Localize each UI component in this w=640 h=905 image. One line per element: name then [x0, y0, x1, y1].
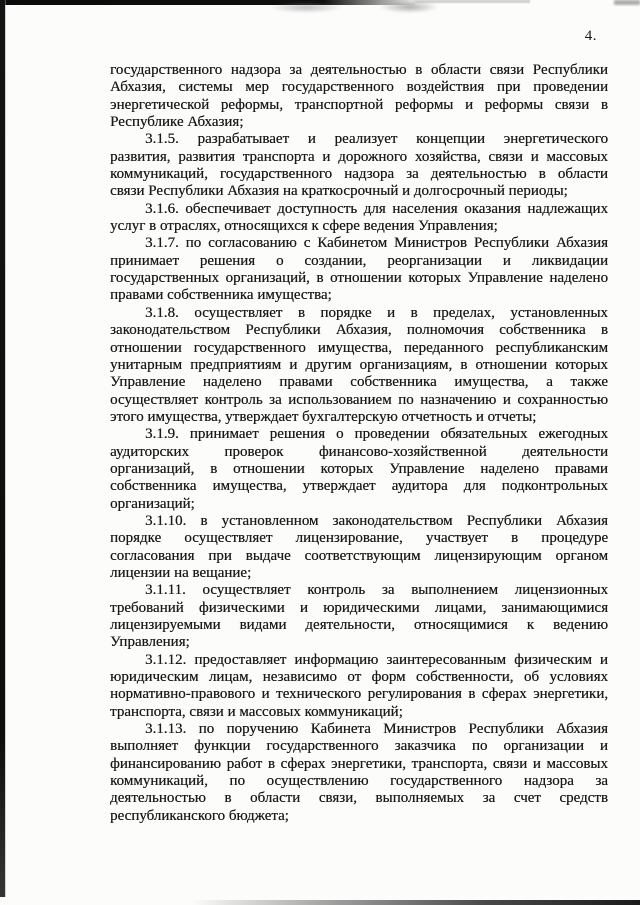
word: и [502, 391, 511, 408]
word: в [316, 270, 324, 287]
word: лицам, [208, 669, 253, 686]
word: а [546, 374, 553, 391]
word: физическим [514, 651, 592, 668]
word: области [557, 166, 608, 183]
word: осуществляет [184, 530, 273, 547]
word: воздействия [406, 79, 485, 96]
word: Республики [466, 512, 542, 529]
word: коммуникаций, [110, 166, 208, 183]
text-line [110, 253, 608, 270]
word: массовых [546, 148, 608, 165]
word: в [200, 512, 208, 529]
paragraph [110, 305, 608, 426]
word: надзора [523, 773, 574, 790]
word: решения [269, 426, 325, 443]
word: аудитора [391, 478, 448, 495]
text-line [110, 62, 608, 79]
paragraph [110, 513, 608, 582]
word: в [468, 686, 476, 703]
word: предоставляет [194, 651, 287, 668]
word: 3.1.13. [145, 721, 187, 738]
word: надзора [344, 166, 395, 183]
word: Республики [245, 322, 321, 339]
word: от [347, 669, 362, 686]
word: республиканским [495, 339, 608, 356]
word: форм [371, 669, 406, 686]
scan-artifact-bottom-edge [192, 900, 640, 905]
word: и [502, 252, 511, 269]
word: оказания [464, 200, 521, 217]
word: 3.1.12. [145, 651, 187, 668]
word: согласования [110, 547, 195, 564]
word: и [386, 304, 396, 321]
word: о [336, 426, 344, 443]
text-line [110, 322, 608, 339]
word: связи, [318, 790, 357, 807]
word: контроль [204, 391, 263, 408]
word: реформы [394, 96, 454, 113]
word: доступность [277, 200, 358, 217]
scan-artifact-top-edge [0, 0, 415, 5]
word: законодательством [110, 322, 231, 339]
word: с [303, 235, 311, 252]
word: ведению [552, 617, 608, 633]
word: области [430, 62, 482, 78]
word: информацию [294, 651, 379, 668]
word: назначению [420, 391, 497, 408]
word: ежегодных [538, 426, 608, 443]
word: Абхазия [555, 512, 608, 529]
paragraph [110, 426, 608, 513]
word: которых [408, 270, 461, 287]
text-line [110, 461, 608, 478]
word: лицензирование, [295, 530, 403, 547]
word: развития [178, 148, 235, 165]
text-line [110, 357, 608, 374]
text-line: услуг в отраслях, относящихся к сфере ведения Управления; [110, 218, 498, 235]
word: соответствующим [304, 547, 421, 564]
word: за [381, 582, 395, 599]
word: создании, [304, 252, 367, 269]
text-line: этого имущества, утверждает бухгалтерскую отчетность и отчеты; [110, 408, 537, 425]
word: отношении [233, 460, 305, 477]
word: по [471, 738, 488, 755]
text-line [110, 756, 608, 773]
word: по [229, 773, 245, 790]
word: государственного [193, 339, 306, 356]
word: собственника [110, 478, 197, 495]
word: 3.1.6. [145, 200, 179, 217]
word: осуществляет [194, 304, 283, 321]
word: имущества, [212, 478, 287, 495]
word: государственного [219, 166, 333, 183]
word: деятельностью [110, 790, 206, 807]
word: и [307, 131, 316, 148]
scan-smudge-left [270, 2, 342, 13]
word: Кабинета [310, 721, 371, 738]
word: ликвидации [531, 252, 608, 269]
word: и [599, 738, 608, 755]
word: подконтрольных [501, 478, 608, 495]
text-line: организаций; [110, 495, 195, 512]
paragraph [110, 652, 608, 721]
word: контроль [307, 582, 366, 599]
word: реформы [484, 96, 544, 113]
word: обязательных [440, 426, 528, 443]
word: Республики [532, 62, 608, 78]
word: Министров [383, 721, 457, 738]
word: осуществлению [266, 773, 369, 790]
word: населения [392, 200, 458, 217]
word: имущества, [454, 374, 529, 391]
word: надзора [230, 62, 281, 78]
text-line [110, 97, 608, 114]
word: по [198, 721, 215, 738]
word: другим [305, 356, 352, 373]
word: 3.1.9. [145, 426, 179, 443]
text-line [110, 530, 608, 547]
word: государственных [110, 270, 219, 287]
word: Управление [389, 460, 465, 477]
text-line [110, 166, 608, 183]
text-line [110, 686, 608, 703]
word: физическими [198, 599, 285, 616]
paragraph [110, 201, 608, 236]
scan-artifact-left-edge [0, 0, 5, 897]
word: функции [194, 738, 251, 755]
word: средств [559, 790, 608, 807]
word: собственника [350, 374, 437, 391]
word: реорганизации [387, 252, 482, 269]
page-number: 4. [584, 28, 597, 44]
word: лицами, [434, 599, 487, 616]
text-line [110, 444, 608, 461]
text-line [110, 392, 608, 409]
text-line [110, 773, 608, 790]
word: сохранностью [517, 391, 608, 408]
word: в [267, 755, 275, 772]
word: правами [279, 374, 333, 391]
word: условиях [549, 669, 608, 686]
word: государственного [266, 738, 379, 755]
word: процедуре [541, 530, 608, 547]
word: осуществляет [110, 391, 199, 408]
document-body [110, 62, 608, 825]
word: разрабатывает [197, 131, 290, 148]
word: отношении [110, 339, 182, 356]
word: государственного [110, 62, 223, 78]
word: также [570, 374, 608, 391]
word: об [523, 669, 539, 686]
text-line: республиканского бюджета; [110, 807, 289, 824]
word: нормативно-правового [110, 686, 256, 703]
word: реализует [334, 131, 398, 148]
word: транспортной [294, 96, 384, 113]
word: по [398, 391, 414, 408]
word: счет [513, 790, 541, 807]
word: аудиторских [110, 443, 189, 460]
text-line [110, 513, 608, 530]
text-line [110, 669, 608, 686]
word: работ [226, 755, 263, 772]
word: сферах [481, 686, 527, 703]
word: 3.1.7. [145, 235, 179, 252]
word: согласованию [208, 235, 297, 252]
word: при [496, 79, 521, 96]
word: обеспечивает [185, 200, 271, 217]
word: в [600, 322, 608, 339]
word: проведении [354, 426, 430, 443]
word: видами [239, 617, 287, 633]
word: хозяйства, [414, 148, 481, 165]
word: требований [110, 599, 184, 616]
word: концепции [416, 131, 485, 148]
word: в [600, 96, 608, 113]
scan-smudge-right [380, 1, 438, 13]
text-line [110, 652, 608, 669]
word: системы [178, 79, 233, 96]
word: Абхазия, [110, 79, 166, 96]
word: дорожного [338, 148, 408, 165]
word: Управление [110, 374, 186, 391]
word: собственности, [415, 669, 514, 686]
word: юридическими [323, 599, 420, 616]
word: связи [492, 755, 528, 772]
word: отношении [475, 356, 548, 373]
word: отношении [329, 270, 402, 287]
word: регулирования [367, 686, 462, 703]
word: лицензируемыми [110, 617, 221, 633]
word: финансированию [110, 755, 221, 772]
word: использованием [288, 391, 392, 408]
word: государственного [390, 773, 503, 790]
word: поручению [226, 721, 299, 738]
word: и [532, 755, 541, 772]
word: энергетического [503, 131, 608, 148]
word: деятельности, [305, 617, 395, 633]
word: выдаче [245, 547, 291, 564]
word: реформы, [220, 96, 283, 113]
word: 3.1.8. [145, 304, 179, 321]
text-line: Управления; [110, 634, 190, 651]
word: принимает [189, 426, 259, 443]
text-line [110, 721, 608, 738]
word: в [460, 356, 468, 373]
text-line [110, 426, 608, 443]
word: организаций, [110, 460, 195, 477]
text-line [110, 340, 608, 357]
word: относящимися [413, 617, 508, 633]
word: имущества, [317, 339, 392, 356]
scan-artifact-top-edge-faint [415, 0, 530, 3]
word: проверок [224, 443, 284, 460]
word: в [210, 460, 218, 477]
word: связи [488, 148, 523, 165]
word: Республики [468, 721, 544, 738]
word: в [224, 790, 232, 807]
word: за [595, 773, 608, 790]
word: переданного [403, 339, 484, 356]
word: порядке [320, 304, 372, 321]
word: осуществляет [202, 582, 291, 599]
word: к [526, 617, 535, 633]
word: законодательством [332, 512, 453, 529]
word: связи [554, 96, 590, 113]
text-line [110, 478, 608, 495]
word: заинтересованным [386, 651, 507, 668]
text-line: транспорта, связи и массовых коммуникаций; [110, 703, 403, 720]
word: в [415, 62, 423, 78]
word: энергетической [110, 96, 210, 113]
text-line [110, 149, 608, 166]
word: наделено [480, 460, 539, 477]
word: лицензионных [514, 582, 608, 599]
word: о [275, 252, 284, 269]
word: правами [554, 460, 608, 477]
word: области [250, 790, 301, 807]
word: при [208, 547, 232, 564]
word: наделено [202, 374, 262, 391]
word: энергетики, [533, 686, 608, 703]
word: и [530, 148, 539, 165]
word: 3.1.5. [145, 131, 179, 148]
word: которых [555, 356, 608, 373]
word: предприятиям [190, 356, 282, 373]
text-line [110, 79, 608, 96]
text-line [110, 600, 608, 617]
word: массовых [546, 755, 608, 772]
word: и [289, 356, 298, 373]
text-line [110, 235, 608, 252]
word: деятельности [522, 443, 608, 460]
text-line [110, 374, 608, 391]
word: организациям, [359, 356, 453, 373]
word: связи [489, 62, 525, 78]
word: собственника [499, 322, 586, 339]
word: для [363, 200, 386, 217]
word: и [599, 651, 608, 668]
word: Управление [467, 270, 543, 287]
word: 3.1.11. [145, 582, 186, 599]
word: и [322, 148, 331, 165]
word: за [269, 391, 282, 408]
word: выполняет [110, 738, 179, 755]
word: проведении [533, 79, 608, 96]
word: организаций, [225, 270, 310, 287]
paragraph [110, 235, 608, 304]
word: Абхазия [555, 235, 608, 252]
word: Республики [473, 235, 550, 252]
word: за [289, 62, 302, 78]
text-line [110, 617, 608, 634]
text-line: Республике Абхазия; [110, 114, 244, 131]
word: энергетики, [331, 755, 406, 772]
text-line [110, 201, 608, 218]
word: за [482, 790, 496, 807]
text-line [110, 738, 608, 755]
word: надлежащих [527, 200, 608, 217]
word: организации [503, 738, 584, 755]
word: выполнением [411, 582, 498, 599]
word: деятельностью [310, 62, 407, 78]
text-line [110, 131, 608, 148]
text-line [110, 305, 608, 322]
word: за [406, 166, 419, 183]
text-line: лицензии на вещание; [110, 564, 252, 581]
word: полномочия [406, 322, 484, 339]
word: лицензирующим [434, 547, 542, 564]
word: утверждает [302, 478, 376, 495]
word: юридическим [110, 669, 199, 686]
word: коммуникаций, [110, 773, 208, 790]
word: сферах [280, 755, 326, 772]
paragraph [110, 582, 608, 651]
word: Министров [394, 235, 467, 252]
word: по [185, 235, 202, 252]
word: установленном [221, 512, 319, 529]
text-line: связи Республики Абхазия на краткосрочный и долгосрочный периоды; [110, 183, 568, 200]
word: и [299, 599, 308, 616]
word: государственного [281, 79, 394, 96]
word: деятельностью [430, 166, 527, 183]
word: выполняемых [375, 790, 465, 807]
paragraph [110, 62, 608, 131]
text-line [110, 548, 608, 565]
word: пределах, [433, 304, 495, 321]
word: участвует [425, 530, 488, 547]
word: унитарным [110, 356, 183, 373]
word: принимает [110, 252, 179, 269]
word: установленных [510, 304, 608, 321]
paragraph [110, 131, 608, 200]
word: органом [555, 547, 608, 564]
word: заказчика [394, 738, 456, 755]
word: в [297, 304, 305, 321]
word: в [410, 304, 418, 321]
word: для [463, 478, 486, 495]
word: в [510, 530, 519, 547]
word: технического [276, 686, 362, 703]
word: и [261, 686, 270, 703]
word: независимо [262, 669, 337, 686]
word: финансово-хозяйственной [318, 443, 487, 460]
word: занимающимися [501, 599, 608, 616]
scan-artifact-top-right-blob [614, 0, 640, 5]
word: Кабинетом [317, 235, 388, 252]
text-line [110, 790, 608, 807]
text-line: правами собственника имущества; [110, 287, 332, 304]
text-line [110, 582, 608, 599]
word: транспорта [242, 148, 315, 165]
paragraph [110, 721, 608, 825]
word: порядке [110, 530, 162, 547]
word: которых [320, 460, 374, 477]
word: транспорта, [411, 755, 488, 772]
word: развития, [110, 148, 171, 165]
word: 3.1.10. [145, 512, 187, 529]
word: и [464, 96, 473, 113]
text-line [110, 270, 608, 287]
word: в [538, 166, 546, 183]
word: Абхазия [556, 721, 608, 738]
word: решения [199, 252, 256, 269]
word: Абхазия, [335, 322, 392, 339]
word: мер [245, 79, 269, 96]
word: наделено [549, 270, 608, 287]
